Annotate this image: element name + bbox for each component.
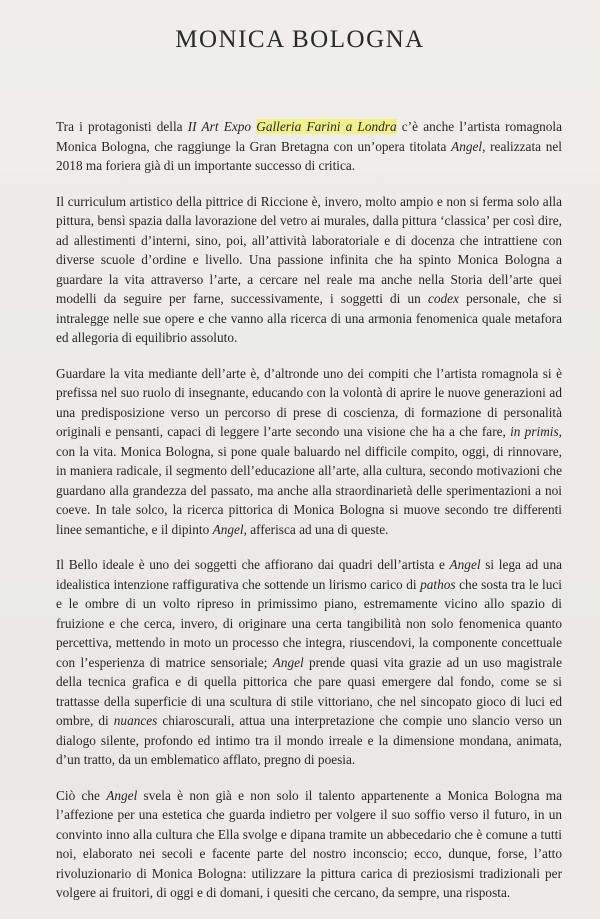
artwork-title: Angel [272, 654, 304, 670]
text-run: Ciò che [56, 787, 107, 803]
text-run: che sosta tra le luci e le ombre di un volto ripreso in primissimo piano, estremamente vicino allo spazio di fruizione e che cerca, invero, di originare una certa tangibilità non solo fenomenica quanto percettiva, mettendo in moto un processo che integra, riuscendovi, la componente concettuale con l’esperienza di matrice sensoriale; [56, 576, 562, 670]
text-run: , con la vita. Monica Bologna, si pone quale baluardo nel difficile compito, oggi, di rinnovare, in maniera radicale, il segmento dell’educazione all’arte, alla cultura, secondo motivazioni che guardano alla grandezza del passato, ma anche alla straordinarietà delle sperimentazioni a noi coeve. In tale solco, la ricerca pittorica di Monica Bologna si muove secondo tre differenti linee semantiche, e il dipinto [56, 424, 562, 537]
text-run: , afferisca ad una di queste. [243, 521, 389, 537]
italic-term: pathos [420, 576, 456, 592]
event-name: II Art Expo [187, 119, 252, 134]
text-run: prende quasi vita grazie ad un uso magistrale della tecnica grafica e di quella pittorica che pare quasi emergere dal fondo, come se si trattasse della superficie di una scultura di stile vittoriano, che nel sincopato gioco di luci ed ombre, di [56, 654, 562, 728]
artwork-title: Angel [451, 138, 483, 154]
italic-term: in primis [510, 424, 559, 439]
italic-term: codex [427, 291, 459, 306]
article-body [56, 117, 562, 919]
paragraph-5 [56, 786, 562, 903]
paragraph-1 [56, 117, 562, 176]
text-run: Il curriculum artistico della pittrice di Riccione è, invero, molto ampio e non si ferma solo alla pittura, bensì spazia dalla lavorazione del vetro ai murales, dalla pittura ‘classica’ per così dire, ad allestimenti d’interni, sino, poi, all’attività laboratoriale e di docenza che intrattiene con diverse scuole d’ordine e livello. Una passione infinita che ha spinto Monica Bologna a guardare la vita attraverso l’arte, a cercare nel reale ma anche nella Storia dell’arte quei modelli da seguire per farne, successivamente, i soggetti di un [56, 193, 562, 306]
highlighted-gallery-name: Galleria Farini a Londra [256, 119, 397, 134]
artwork-title: Angel [106, 787, 138, 803]
italic-term: nuances [113, 713, 158, 728]
paragraph-4 [56, 555, 562, 770]
text-run: si lega ad una idealistica intenzione raffigurativa che sottende un lirismo carico di [56, 557, 563, 592]
text-run: Il Bello ideale è uno dei soggetti che affiorano dai quadri dell’artista e [56, 557, 450, 572]
text-run: c’è anche l’artista romagnola Monica Bologna, che raggiunge la Gran Bretagna con un’opera titolata [56, 119, 563, 154]
text-run: , realizzata nel 2018 ma foriera già di un importante successo di critica. [56, 138, 562, 173]
text-run: chiaroscurali, attua una interpretazione che compie uno slancio verso un dialogo silente, profondo ed intimo tra il mondo irreale e la dimensione mondana, animata, d’un tratto, da un emblematico afflato, pregno di poesia. [56, 713, 562, 767]
text-run: Guardare la vita mediante dell’arte è, d’altronde uno dei compiti che l’artista romagnola si è prefissa nel suo ruolo di insegnante, educando con la volontà di aprire le nuove generazioni ad una predisposizione verso un percorso di prese di coscienza, di formazione di personalità originali e pensanti, capaci di leggere l’arte secondo una visione che ha a che fare, [56, 365, 562, 439]
page-title: MONICA BOLOGNA [175, 26, 425, 53]
paragraph-2 [56, 192, 562, 348]
paragraph-3 [56, 364, 562, 540]
artwork-title: Angel [212, 521, 244, 537]
text-run: personale, che si intralegge nelle sue opere e che vanno alla ricerca di una armonia fenomenica quale metafora ed allegoria di equilibrio assoluto. [56, 291, 562, 345]
artwork-title: Angel [449, 557, 481, 572]
text-run: svela è non già e non solo il talento appartenente a Monica Bologna ma l’affezione per una estetica che guarda indietro per volgere il suo soffio verso il futuro, in un convinto inno alla cultura che Ella svolge e dipana tramite un abbecedario che è comune a tutti noi, elaborato nei secoli e facente parte del nostro inconscio; ecco, dunque, forse, l’atto rivoluzionario di Monica Bologna: utilizzare la pittura carica di preziosismi tradizionali per volgere ai fruitori, di oggi e di domani, i quesiti che cercano, da sempre, una risposta. [56, 787, 563, 900]
text-run: Tra i protagonisti della [56, 119, 188, 134]
